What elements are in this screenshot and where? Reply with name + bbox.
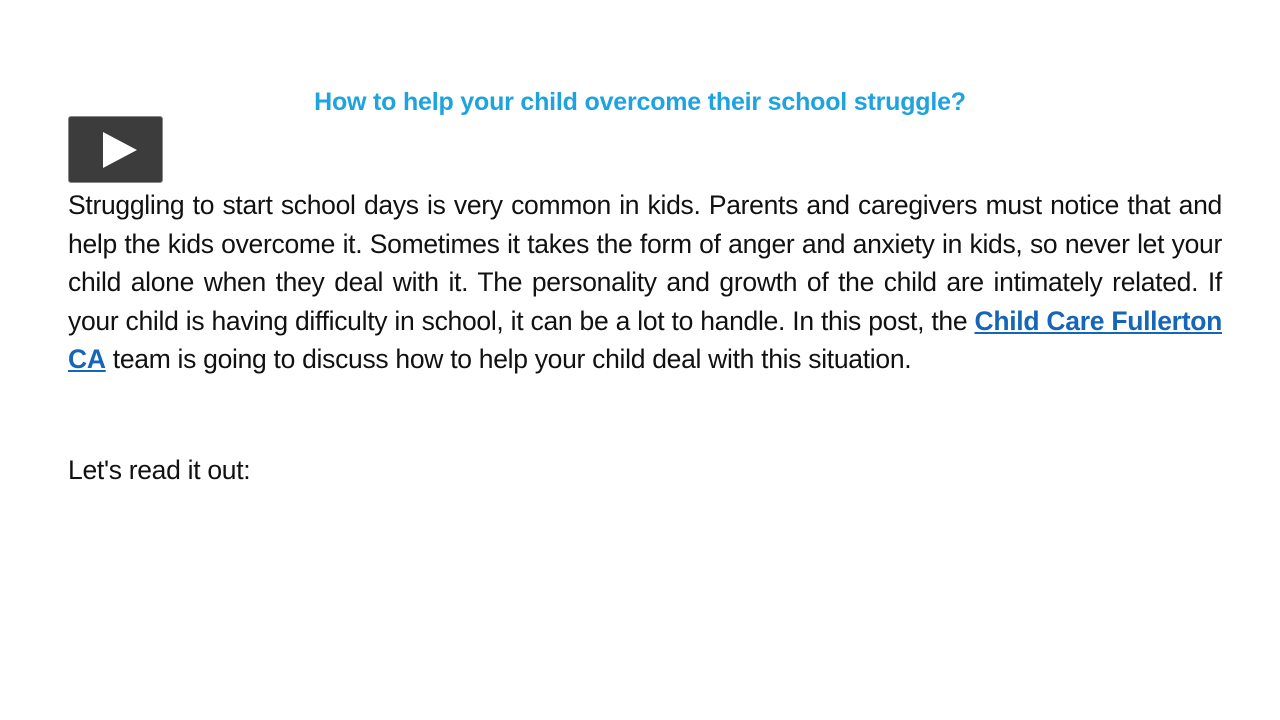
play-icon [103, 132, 137, 168]
paragraph-text-end: team is going to discuss how to help your child deal with this situation. [105, 344, 912, 374]
paragraph-text: Struggling to start school days is very common in kids. Parents and caregivers must notice that and help the kids overcome it. Sometimes it takes the form of anger and anxiety in kids, so never let your child alone when they deal with it. The personality and growth of the child are intimately related. If your child is having difficulty in school, it can be a lot to handle. In this post, the [68, 190, 1222, 336]
page-title: How to help your child overcome their school struggle? [314, 88, 966, 116]
child-care-link[interactable]: Child Care Fullerton CA [68, 305, 1222, 374]
intro-paragraph [68, 186, 1222, 379]
play-button[interactable] [68, 116, 163, 183]
lead-in-text: Let's read it out: [68, 455, 251, 485]
